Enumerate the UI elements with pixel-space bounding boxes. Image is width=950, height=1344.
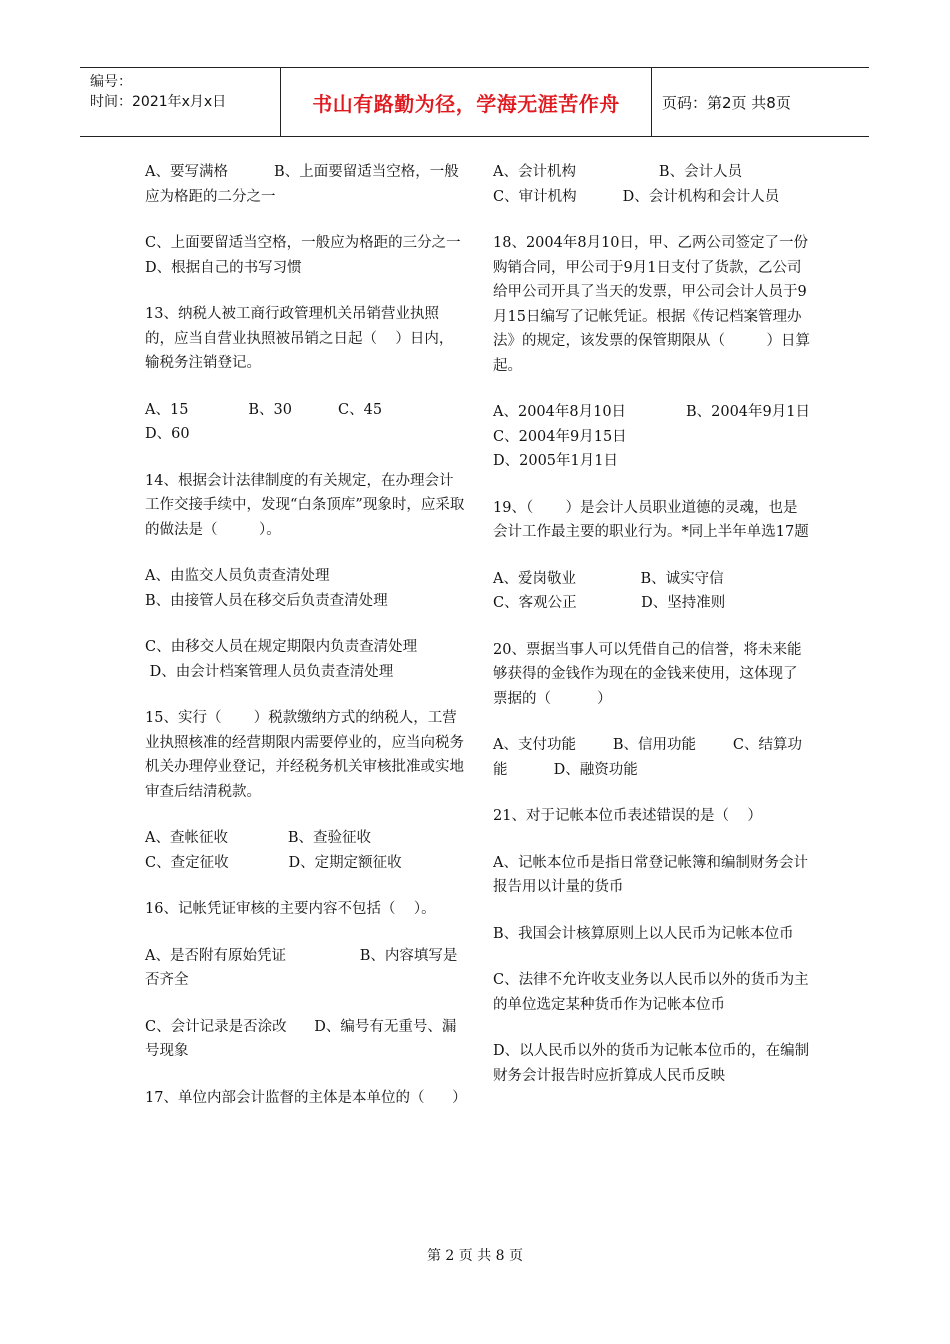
question-paragraph: C、上面要留适当空格，一般应为格距的三分之一 D、根据自己的书写习惯 bbox=[145, 235, 507, 276]
question-paragraph: A、要写满格 B、上面要留适当空格，一般应为格距的二分之一 bbox=[145, 164, 459, 205]
number-label: 编号： bbox=[90, 74, 132, 90]
question-paragraph: A、爱岗敬业 B、诚实守信 C、客观公正 D、坚持准则 bbox=[493, 570, 726, 611]
page-footer: 第 2 页 共 8 页 bbox=[426, 1248, 524, 1264]
question-paragraph: C、法律不允许收支业务以人民币以外的货币为主的单位选定某种货币作为记帐本位币 bbox=[493, 972, 809, 1013]
question-paragraph: A、2004年8月10日 B、2004年9月1日 C、2004年9月15日 D、2005年1月1日 bbox=[493, 404, 810, 469]
question-paragraph: 16、记帐凭证审核的主要内容不包括（ ）。 bbox=[145, 901, 436, 917]
question-paragraph: 14、根据会计法律制度的有关规定，在办理会计工作交接手续中，发现“白条顶库”现象时，应采取的做法是（ ）。 bbox=[145, 472, 465, 538]
question-paragraph: A、记帐本位币是指日常登记帐簿和编制财务会计报告用以计量的货币 bbox=[493, 854, 808, 895]
question-paragraph: 19、（ ）是会计人员职业道德的灵魂，也是会计工作最主要的职业行为。*同上半年单选17题 bbox=[493, 499, 809, 540]
page-indicator: 页码：第2页 共8页 bbox=[662, 93, 791, 112]
question-paragraph: 20、票据当事人可以凭借自己的信誉，将未来能够获得的金钱作为现在的金钱来使用，这体现了票据的（ ） bbox=[493, 641, 802, 707]
page-header bbox=[80, 67, 869, 137]
question-paragraph: 15、实行（ ）税款缴纳方式的纳税人，工营业执照核准的经营期限内需要停业的，应当向税务机关办理停业登记，并经税务机关审核批准或实地审查后结清税款。 bbox=[145, 710, 464, 800]
header-motto: 书山有路勤为径，学海无涯苦作舟 bbox=[281, 68, 652, 136]
header-meta bbox=[80, 68, 281, 136]
question-paragraph: D、以人民币以外的货币为记帐本位币的，在编制财务会计报告时应折算成人民币反映 bbox=[493, 1043, 810, 1084]
question-paragraph: B、我国会计核算原则上以人民币为记帐本位币 bbox=[493, 925, 794, 942]
question-paragraph: 17、单位内部会计监督的主体是本单位的（ ） bbox=[145, 1089, 467, 1106]
question-paragraph: A、是否附有原始凭证 B、内容填写是否齐全 bbox=[145, 947, 458, 988]
question-paragraph: A、15 B、30 C、45 D、60 bbox=[145, 401, 383, 442]
question-paragraph: A、查帐征收 B、查验征收 C、查定征收 D、定期定额征收 bbox=[145, 830, 402, 871]
question-paragraph: A、支付功能 B、信用功能 C、结算功能 D、融资功能 bbox=[493, 737, 802, 778]
question-paragraph: A、由监交人员负责查清处理 B、由接管人员在移交后负责查清处理 bbox=[145, 568, 388, 609]
question-paragraph: C、会计记录是否涂改 D、编号有无重号、漏号现象 bbox=[145, 1018, 457, 1059]
left-column bbox=[145, 160, 507, 1110]
time-label: 时间：2021年x月x日 bbox=[90, 94, 227, 110]
question-paragraph: C、由移交人员在规定期限内负责查清处理 D、由会计档案管理人员负责查清处理 bbox=[145, 639, 418, 680]
right-column bbox=[493, 160, 811, 1088]
question-paragraph: A、会计机构 B、会计人员 C、审计机构 D、会计机构和会计人员 bbox=[493, 164, 789, 205]
question-paragraph: 21、对于记帐本位币表述错误的是（ ） bbox=[493, 808, 762, 824]
question-paragraph: 18、2004年8月10日，甲、乙两公司签定了一份购销合同，甲公司于9月1日支付了货款，乙公司给甲公司开具了当天的发票，甲公司会计人员于9月15日编写了记帐凭证。根据《传记档案管理办法》的规定，该发票的保管期限从（ ）日算起。 bbox=[493, 235, 810, 374]
question-paragraph: 13、纳税人被工商行政管理机关吊销营业执照的，应当自营业执照被吊销之日起（ ）日内，输税务注销登记。 bbox=[145, 306, 454, 371]
